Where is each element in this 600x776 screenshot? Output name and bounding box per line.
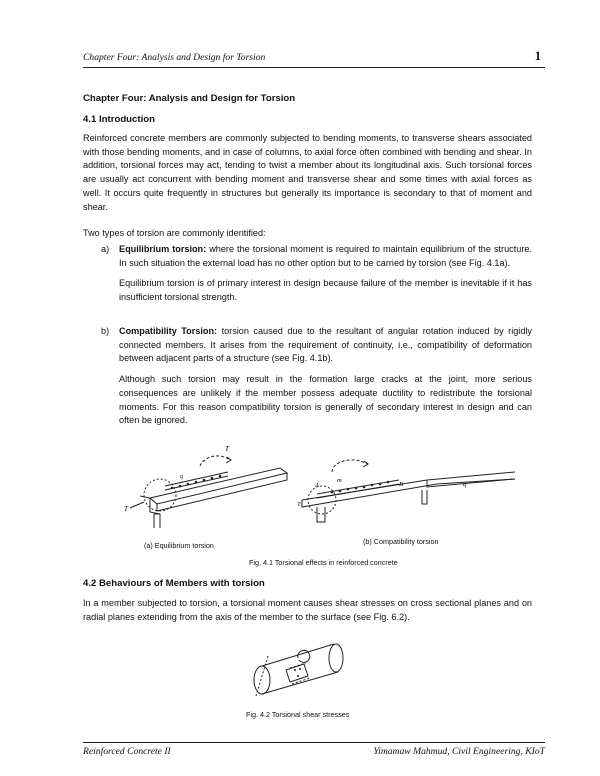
torque-label: T [225,445,229,453]
header-chapter-title: Chapter Four: Analysis and Design for Torsion [83,52,266,63]
torque-label-b: T [297,501,301,508]
definition-compatibility-torsion: torsion caused due to the resultant of angular rotation induced by rigidly connected members. It arises from the requirement of continuity, i.e., compatibility of deformation between adjacent parts of a structure (see Fig. 4.1b). [119,326,532,364]
figure-caption-4-2: Fig. 4.2 Torsional shear stresses [246,710,350,719]
intro-paragraph: Reinforced concrete members are commonly subjected to bending moments, to transverse shears associated with those bending moments, and in case of columns, to axial force often combined with bending and shear. In addition, torsional forces may act, tending to twist a member about its longitudinal axis. Such torsional forces are usually act concurrent with bending moment and transverse shear and some times with axial forces as well. It occurs quite frequently in structures but generally its importance is secondary to that of moment and shear. [83,133,532,212]
point-b-label: B [399,481,403,488]
chapter-heading: Chapter Four: Analysis and Design for Torsion [83,93,296,104]
running-header [83,51,545,68]
figure-caption-4-1: Fig. 4.1 Torsional effects in reinforced concrete [249,558,398,567]
list-item-text [119,243,532,270]
figure-label-compatibility: (b) Compatibility torsion [363,537,439,546]
moment-label: m [337,477,342,484]
definition-equilibrium-torsion: where the torsional moment is required to maintain equilibrium of the structure. In such situation the external load has no other option but to be carried by torsion (see Fig. 4.1a). [119,244,532,268]
equilibrium-torsion-note: Equilibrium torsion is of primary interest in design because failure of the member is inevitable if it has insufficient torsional strength. [119,278,532,303]
point-a-label: A [315,482,319,489]
behaviours-paragraph: In a member subjected to torsion, a torsional moment causes shear stresses on cross sectional planes and on radial planes extending from the axis of the member to the surface (see Fig. 6.2). [83,598,532,622]
equilibrium-torsion-drawing [120,438,300,533]
load-label: q [180,474,183,480]
footer-author: Yimamaw Mahmud, Civil Engineering, KIoT [373,746,545,757]
term-equilibrium-torsion: Equilibrium torsion: [119,244,207,254]
footer-course-title: Reinforced Concrete II [83,746,171,757]
compatibility-torsion-drawing [287,442,517,532]
figure-torsional-shear [248,636,352,702]
section-heading-behaviours: 4.2 Behaviours of Members with torsion [83,578,265,589]
running-footer [83,742,545,757]
term-compatibility-torsion: Compatibility Torsion: [119,326,218,336]
header-page-number: 1 [534,49,541,63]
list-item-text [119,325,532,366]
distributed-load-label: q [463,481,467,488]
torque-label-support: T [124,505,128,513]
figure-label-equilibrium: (a) Equilibrium torsion [144,541,214,550]
compatibility-torsion-note: Although such torsion may result in the formation large cracks at the joint, more serious consequences are unlikely if the member possess adequate ductility to redistribute the torsional moments. For this reason compatibility torsion is generally of secondary interest in design and can often be ignored. [119,374,532,426]
torsional-shear-drawing [248,636,352,702]
section-heading-introduction: 4.1 Introduction [83,114,155,125]
figure-equilibrium-torsion [120,438,300,533]
list-marker: a) [101,244,110,254]
figure-compatibility-torsion [287,442,517,532]
torsion-types-intro: Two types of torsion are commonly identified: [83,228,266,238]
list-marker: b) [101,326,110,336]
